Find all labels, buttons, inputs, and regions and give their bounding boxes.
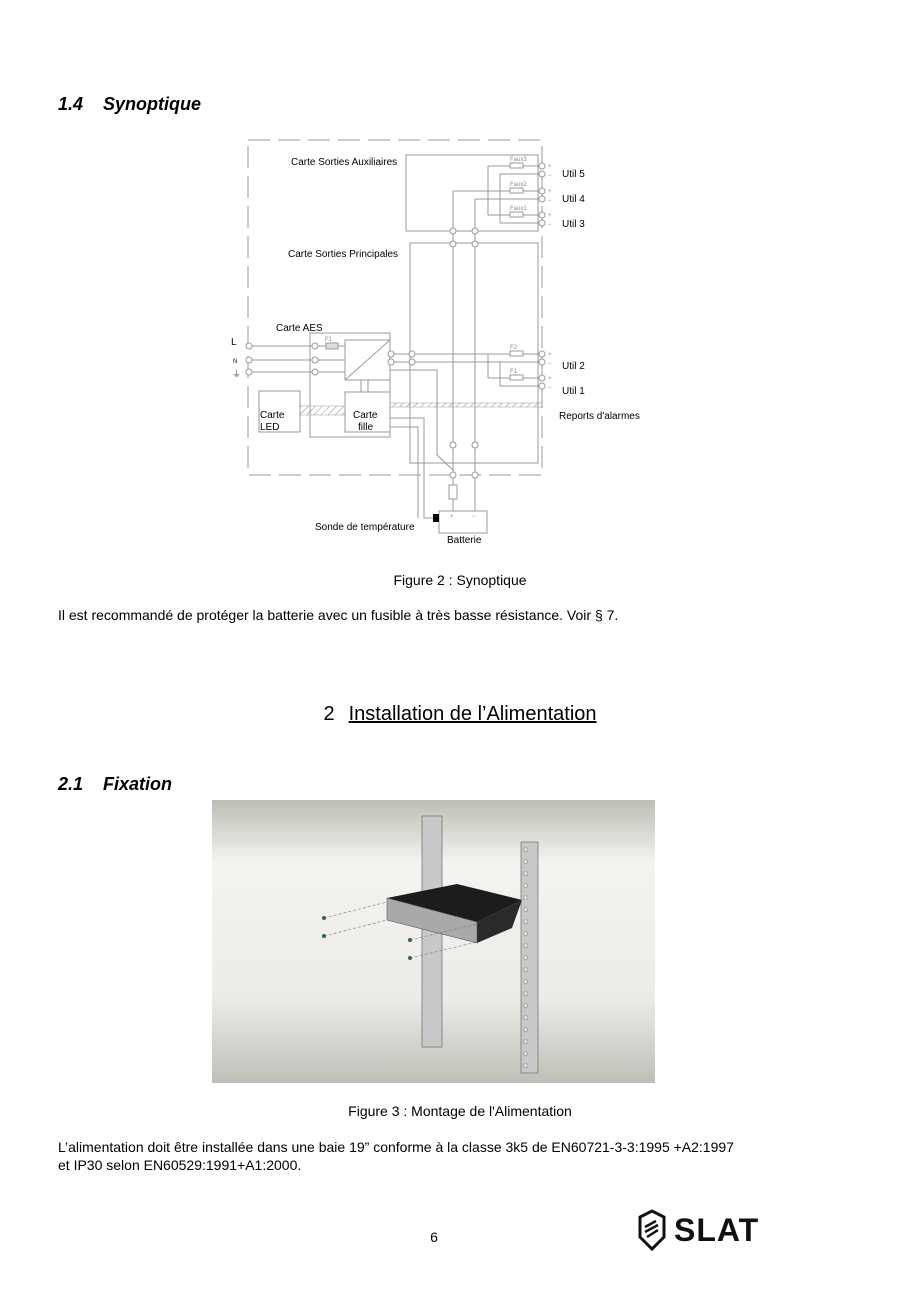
label-fuse: F2 xyxy=(510,345,518,351)
label-util5: Util 5 xyxy=(562,169,585,180)
svg-text:+: + xyxy=(548,213,552,219)
figure-3-caption: Figure 3 : Montage de l'Alimentation xyxy=(348,1103,572,1119)
paragraph-installation-line2: et IP30 selon EN60529:1991+A1:2000. xyxy=(58,1157,302,1173)
label-util2: Util 2 xyxy=(562,361,585,372)
label-temp-probe: Sonde de température xyxy=(315,522,415,533)
chapter-number: 2 xyxy=(323,703,335,725)
svg-text:+: + xyxy=(450,514,454,520)
label-alarms: Reports d'alarmes xyxy=(559,411,640,422)
svg-text:+: + xyxy=(548,352,552,358)
label-fuse: Faux2 xyxy=(510,182,527,188)
label-input-n: N xyxy=(233,359,238,365)
alarm-bus xyxy=(390,403,542,407)
svg-text:+: + xyxy=(548,376,552,382)
synoptic-diagram xyxy=(0,0,920,560)
rack-mounting-image xyxy=(212,800,655,1083)
label-fuse: F1 xyxy=(325,337,333,343)
svg-text:−: − xyxy=(472,514,476,520)
label-led-card-2: LED xyxy=(260,422,280,433)
section-heading-2-1 xyxy=(58,774,172,795)
label-util4: Util 4 xyxy=(562,194,585,205)
label-daughter-card: Carte xyxy=(353,410,378,421)
label-fuse: Faux1 xyxy=(510,206,527,212)
paragraph-installation-line1: L’alimentation doit être installée dans une baie 19” conforme à la classe 3k5 de EN60721-3-3:1995 +A2:1997 xyxy=(58,1139,734,1155)
svg-text:−: − xyxy=(548,198,552,204)
slat-shield-icon xyxy=(636,1207,771,1253)
enclosure-outline xyxy=(248,140,542,475)
svg-text:−: − xyxy=(548,361,552,367)
label-fuse: Faux3 xyxy=(510,157,527,163)
label-aes-card: Carte AES xyxy=(276,323,323,334)
label-battery: Batterie xyxy=(447,535,482,546)
label-main-card: Carte Sorties Principales xyxy=(288,249,399,260)
svg-text:+: + xyxy=(548,189,552,195)
section-number: 2.1 xyxy=(58,774,84,794)
section-number: 1.4 xyxy=(58,94,84,114)
label-input-l: L xyxy=(231,337,237,348)
figure-2-caption: Figure 2 : Synoptique xyxy=(393,572,527,588)
section-title: Fixation xyxy=(103,774,173,794)
page-number: 6 xyxy=(430,1229,438,1245)
chapter-heading xyxy=(0,703,920,726)
label-led-card: Carte xyxy=(260,410,285,421)
svg-text:+: + xyxy=(548,164,552,170)
battery-box xyxy=(439,511,487,533)
label-fuse: F1 xyxy=(510,369,518,375)
svg-text:−: − xyxy=(548,385,552,391)
aes-card-box xyxy=(310,333,390,437)
svg-text:−: − xyxy=(548,173,552,179)
svg-text:SLAT: SLAT xyxy=(674,1212,760,1248)
svg-text:⏚: ⏚ xyxy=(232,369,242,379)
svg-text:−: − xyxy=(548,222,552,228)
paragraph-battery-fuse: Il est recommandé de protéger la batterie avec un fusible à très basse résistance. Voir § 7. xyxy=(58,607,619,623)
label-util3: Util 3 xyxy=(562,219,585,230)
slat-logo xyxy=(636,1207,771,1258)
section-title: Synoptique xyxy=(103,94,201,114)
chapter-title: Installation de l’Alimentation xyxy=(348,703,597,725)
label-daughter-card-2: fille xyxy=(358,422,374,433)
label-util1: Util 1 xyxy=(562,386,585,397)
label-aux-card: Carte Sorties Auxiliaires xyxy=(291,157,398,168)
